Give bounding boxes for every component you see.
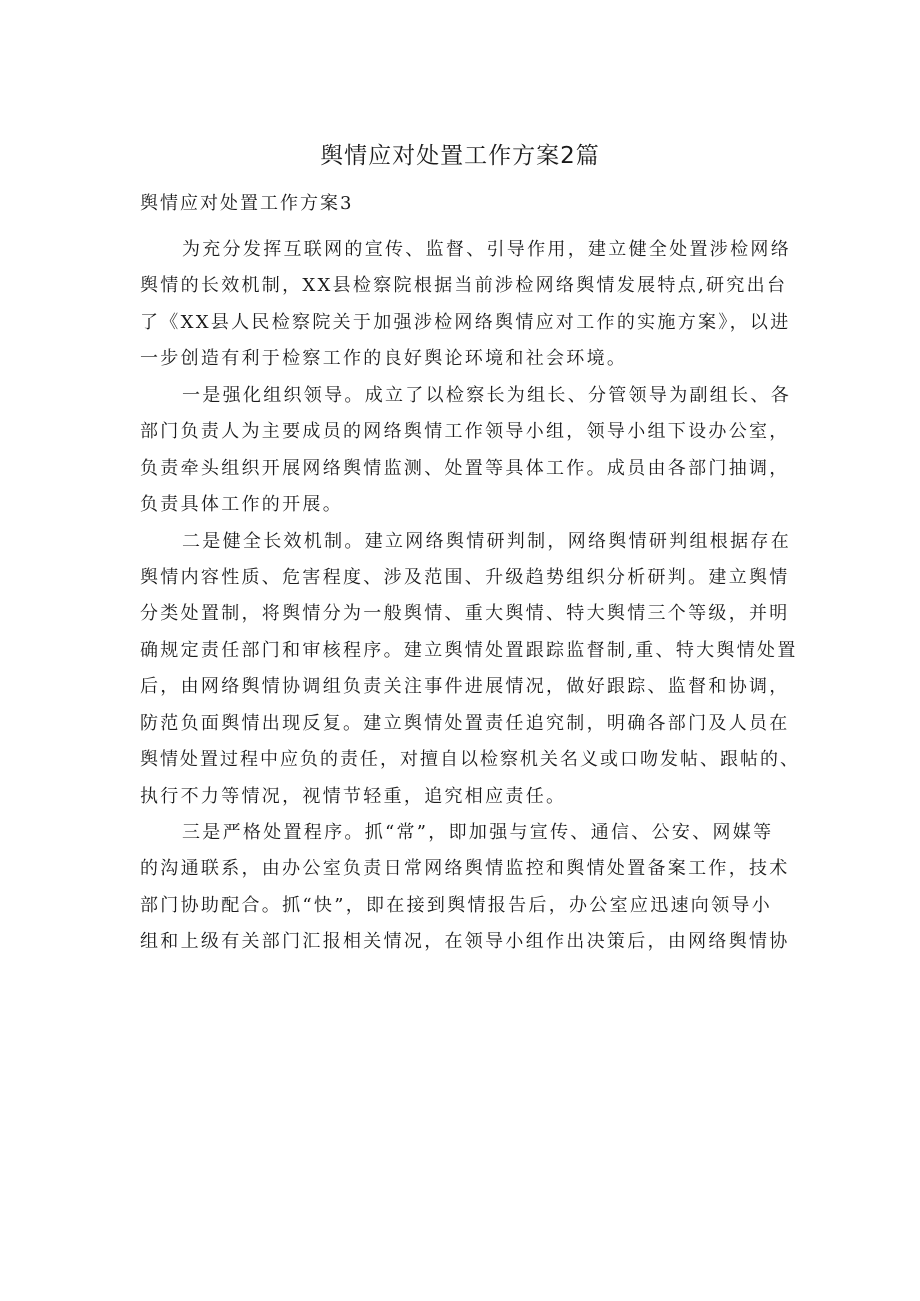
- paragraph-line: 组和上级有关部门汇报相关情况，在领导小组作出决策后，由网络舆情协: [140, 931, 790, 953]
- paragraph-line: 的沟通联系，由办公室负责日常网络舆情监控和舆情处置备案工作，技术: [140, 858, 790, 880]
- paragraph-line: 部门协助配合。抓“快”，即在接到舆情报告后，办公室应迅速向领导小: [140, 894, 773, 916]
- paragraph-line: 舆情处置过程中应负的责任，对擅自以检察机关名义或口吻发帖、跟帖的、: [140, 749, 800, 771]
- paragraph-line: 负责牵头组织开展网络舆情监测、处置等具体工作。成员由各部门抽调，: [140, 457, 790, 479]
- paragraph-line: 负责具体工作的开展。: [140, 494, 343, 516]
- paragraph-line: 为充分发挥互联网的宣传、监督、引导作用，建立健全处置涉检网络: [182, 239, 791, 260]
- document-title: 舆情应对处置工作方案2篇: [320, 143, 600, 169]
- document-subtitle: 舆情应对处置工作方案3: [140, 193, 354, 214]
- paragraph-line: 一步创造有利于检察工作的良好舆论环境和社会环境。: [140, 348, 628, 370]
- paragraph-line: 舆情的长效机制，XX县检察院根据当前涉检网络舆情发展特点,研究出台: [140, 275, 788, 297]
- paragraph-line: 分类处置制，将舆情分为一般舆情、重大舆情、特大舆情三个等级，并明: [140, 603, 790, 625]
- document-body: [140, 232, 800, 961]
- paragraph-line: 执行不力等情况，视情节轻重，追究相应责任。: [140, 785, 567, 807]
- paragraph-line: 部门负责人为主要成员的网络舆情工作领导小组，领导小组下设办公室，: [140, 421, 790, 443]
- paragraph-line: 一是强化组织领导。成立了以检察长为组长、分管领导为副组长、各: [182, 384, 791, 406]
- paragraph-line: 了《XX县人民检察院关于加强涉检网络舆情应对工作的实施方案》，以进: [140, 311, 791, 333]
- paragraph-line: 舆情内容性质、危害程度、涉及范围、升级趋势组织分析研判。建立舆情: [140, 566, 790, 588]
- paragraph-line: 确规定责任部门和审核程序。建立舆情处置跟踪监督制,重、特大舆情处置: [140, 639, 798, 661]
- paragraph-line: 三是严格处置程序。抓“常”，即加强与宣传、通信、公安、网媒等: [182, 822, 774, 843]
- paragraph-line: 二是健全长效机制。建立网络舆情研判制，网络舆情研判组根据存在: [182, 530, 791, 552]
- paragraph-line: 后，由网络舆情协调组负责关注事件进展情况，做好跟踪、监督和协调，: [140, 676, 790, 698]
- paragraph-line: 防范负面舆情出现反复。建立舆情处置责任追究制，明确各部门及人员在: [140, 712, 790, 734]
